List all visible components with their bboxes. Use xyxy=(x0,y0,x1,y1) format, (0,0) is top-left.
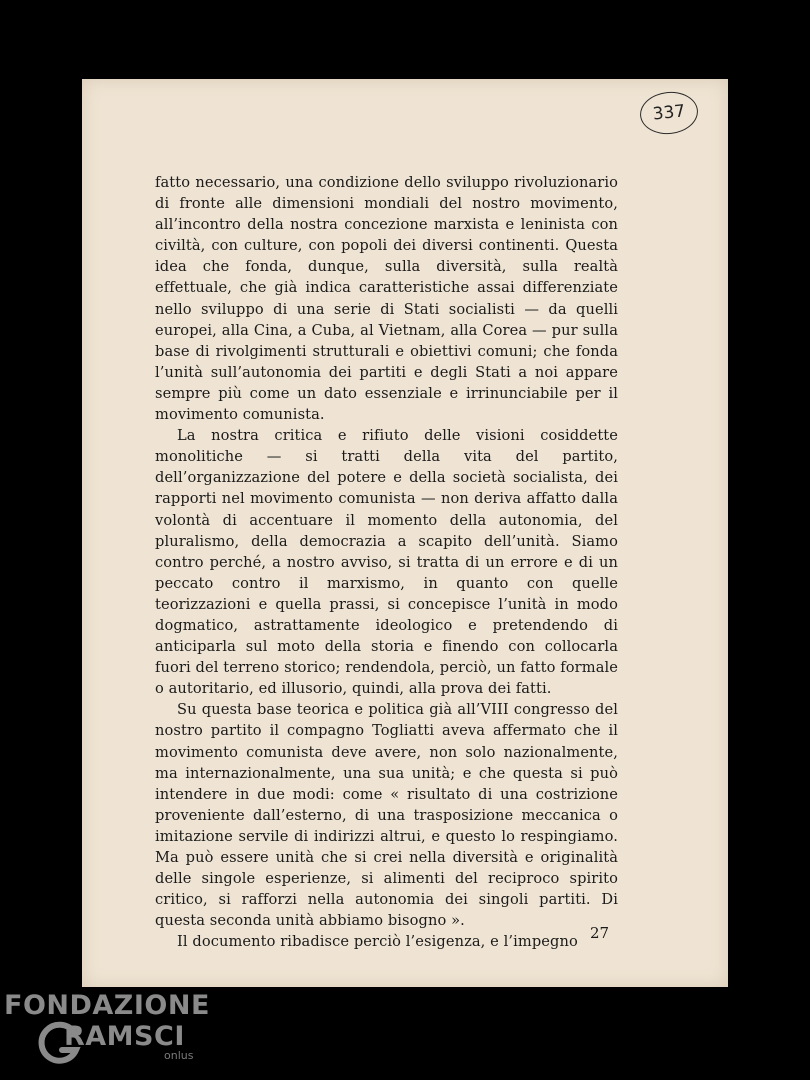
logo-text-fondazione: FONDAZIONE xyxy=(4,990,210,1021)
body-text xyxy=(155,172,618,952)
page-number: 27 xyxy=(590,924,610,942)
fondazione-gramsci-logo xyxy=(4,990,210,1070)
logo-text-gramsci: RAMSCI xyxy=(64,1021,185,1052)
archive-number: 337 xyxy=(651,101,687,125)
paragraph-1: fatto necessario, una condizione dello sviluppo rivoluzionario di fronte alle dimensioni mondiali del nostro movimento, all’incontro della nostra concezione marxista e leninista con civiltà, con culture, con popoli dei diversi continenti. Questa idea che fonda, dunque, sulla diversità, sulla realtà effettuale, che già indica caratteristiche assai differenziate nello sviluppo di una serie di Stati socialisti — da quelli europei, alla Cina, a Cuba, al Vietnam, alla Corea — pur sulla base di rivolgimenti strutturali e obiettivi comuni; che fonda l’unità sull’autonomia dei partiti e degli Stati a noi appare sempre più come un dato essenziale e irrinunciabile per il movimento comunista. xyxy=(155,174,618,424)
paragraph-3: Su questa base teorica e politica già all’VIII congresso del nostro partito il compagno Togliatti aveva affermato che il movimento comunista deve avere, non solo nazionalmente, ma internazionalmente, una sua unità; e che questa si può intendere in due modi: come « risultato di una costrizione proveniente dall’esterno, di una trasposizione meccanica o imitazione servile di indirizzi altrui, e questo lo respingiamo. Ma può essere unità che si crei nella diversità e originalità delle singole esperienze, si alimenti del reciproco spirito critico, si rafforzi nella autonomia dei singoli partiti. Di questa seconda unità abbiamo bisogno ». xyxy=(155,701,618,930)
paragraph-2: La nostra critica e rifiuto delle visioni cosiddette monolitiche — si tratti della vita del partito, dell’organizzazione del potere e della società socialista, dei rapporti nel movimento comunista — non deriva affatto dalla volontà di accentuare il momento della autonomia, del pluralismo, della democrazia a scapito dell’unità. Siamo contro perché, a nostro avviso, si tratta di un errore e di un peccato contro il marxismo, in quanto con quelle teorizzazioni e quella prassi, si concepisce l’unità in modo dogmatico, astrattamente ideologico e pretendendo di anticiparla sul moto della storia e finendo con collocarla fuori del terreno storico; rendendola, perciò, un fatto formale o autoritario, ed illusorio, quindi, alla prova dei fatti. xyxy=(155,427,618,698)
paragraph-4: Il documento ribadisce perciò l’esigenza, e l’impegno xyxy=(177,933,578,951)
logo-text-onlus: onlus xyxy=(164,1049,194,1062)
